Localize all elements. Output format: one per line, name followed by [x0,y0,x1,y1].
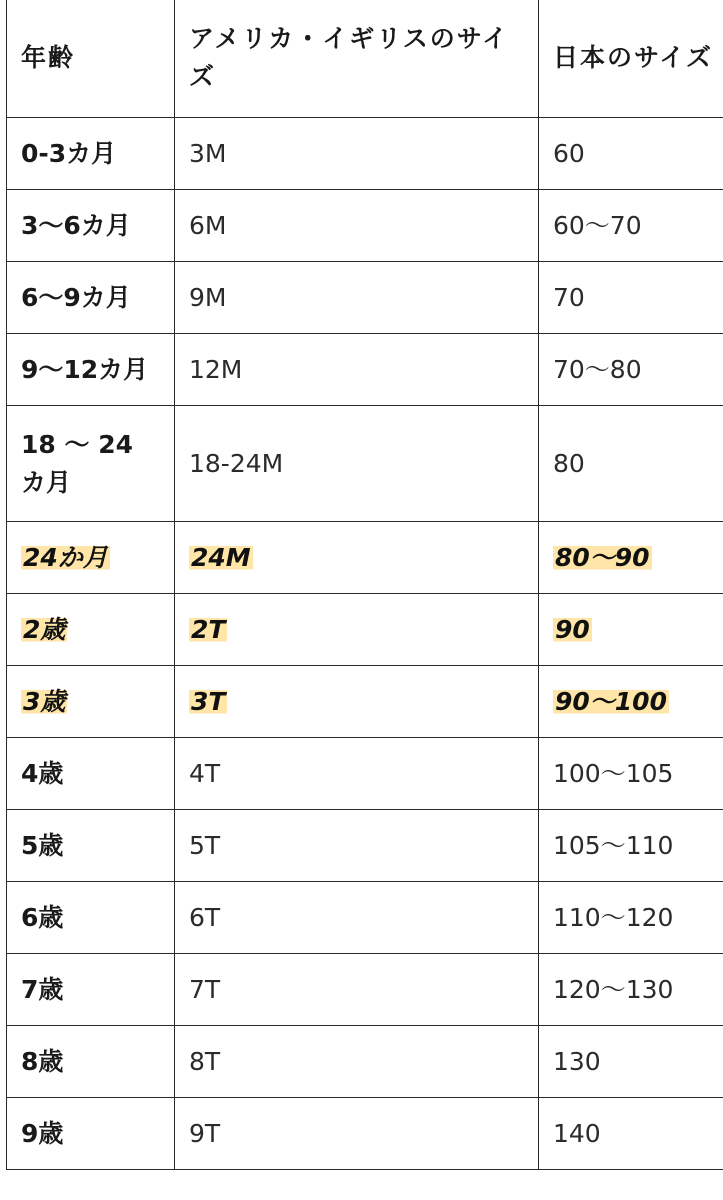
us-uk-size-cell [175,594,539,666]
age-text: 8歳 [21,1046,64,1076]
age-text: 2歳 [23,614,66,644]
age-text: 3歳 [23,686,66,716]
age-cell [7,1026,175,1098]
us-uk-size-text: 5T [189,830,221,860]
us-uk-size-cell [175,882,539,954]
age-cell [7,666,175,738]
us-uk-size-text: 12M [189,354,243,384]
us-uk-size-cell [175,738,539,810]
japan-size-cell [539,594,723,666]
us-uk-size-cell [175,118,539,190]
table-row-highlighted [7,522,723,594]
age-text: 9〜12カ月 [21,354,149,384]
age-cell [7,406,175,522]
table-row [7,334,723,406]
table-header-row [7,0,723,118]
age-text: 24か月 [23,542,108,572]
us-uk-size-cell [175,1026,539,1098]
table-row-highlighted [7,666,723,738]
age-cell [7,882,175,954]
us-uk-size-cell [175,406,539,522]
us-uk-size-cell [175,522,539,594]
japan-size-text: 80 [553,448,585,478]
header-japan-size: 日本のサイズ [539,0,723,118]
japan-size-text: 80〜90 [555,542,650,572]
age-text: 9歳 [21,1118,64,1148]
japan-size-cell [539,334,723,406]
table-row [7,954,723,1026]
japan-size-cell [539,882,723,954]
us-uk-size-text: 18-24M [189,448,284,478]
japan-size-text: 140 [553,1118,601,1148]
age-text: 6歳 [21,902,64,932]
header-us-uk-size: アメリカ・イギリスのサイズ [175,0,539,118]
table-row [7,1026,723,1098]
us-uk-size-text: 6M [189,210,227,240]
us-uk-size-text: 2T [191,614,226,644]
age-cell [7,262,175,334]
us-uk-size-cell [175,810,539,882]
japan-size-cell [539,1026,723,1098]
japan-size-cell [539,190,723,262]
us-uk-size-cell [175,190,539,262]
age-text: 3〜6カ月 [21,210,131,240]
table-row [7,118,723,190]
us-uk-size-cell [175,1098,539,1170]
table-row-highlighted [7,594,723,666]
table-row [7,406,723,522]
us-uk-size-text: 3M [189,138,227,168]
age-cell [7,334,175,406]
us-uk-size-text: 9T [189,1118,221,1148]
age-text: 7歳 [21,974,64,1004]
japan-size-text: 90〜100 [555,686,667,716]
japan-size-text: 130 [553,1046,601,1076]
japan-size-cell [539,738,723,810]
japan-size-text: 60 [553,138,585,168]
us-uk-size-text: 8T [189,1046,221,1076]
us-uk-size-cell [175,954,539,1026]
age-cell [7,190,175,262]
japan-size-cell [539,666,723,738]
table-row [7,810,723,882]
us-uk-size-text: 4T [189,758,221,788]
us-uk-size-cell [175,334,539,406]
japan-size-text: 90 [555,614,590,644]
age-text: 6〜9カ月 [21,282,131,312]
japan-size-cell [539,406,723,522]
table-row [7,738,723,810]
age-text: 4歳 [21,758,64,788]
age-cell [7,1098,175,1170]
age-text: 18 〜 24 カ月 [21,429,133,497]
japan-size-cell [539,810,723,882]
age-cell [7,594,175,666]
age-text: 0-3カ月 [21,138,117,168]
table-row [7,190,723,262]
japan-size-cell [539,954,723,1026]
japan-size-text: 70 [553,282,585,312]
us-uk-size-text: 3T [191,686,226,716]
age-cell [7,522,175,594]
japan-size-text: 70〜80 [553,354,642,384]
age-text: 5歳 [21,830,64,860]
japan-size-cell [539,118,723,190]
japan-size-cell [539,522,723,594]
japan-size-text: 120〜130 [553,974,674,1004]
age-cell [7,954,175,1026]
table-body [7,118,723,1170]
us-uk-size-text: 7T [189,974,221,1004]
japan-size-cell [539,1098,723,1170]
header-age: 年齢 [7,0,175,118]
table-row [7,882,723,954]
japan-size-text: 60〜70 [553,210,642,240]
age-cell [7,738,175,810]
us-uk-size-cell [175,262,539,334]
japan-size-text: 105〜110 [553,830,674,860]
us-uk-size-text: 9M [189,282,227,312]
us-uk-size-text: 6T [189,902,221,932]
table-row [7,1098,723,1170]
japan-size-cell [539,262,723,334]
japan-size-text: 110〜120 [553,902,674,932]
size-conversion-table [6,0,723,1170]
table-row [7,262,723,334]
us-uk-size-text: 24M [191,542,251,572]
japan-size-text: 100〜105 [553,758,674,788]
us-uk-size-cell [175,666,539,738]
age-cell [7,118,175,190]
age-cell [7,810,175,882]
